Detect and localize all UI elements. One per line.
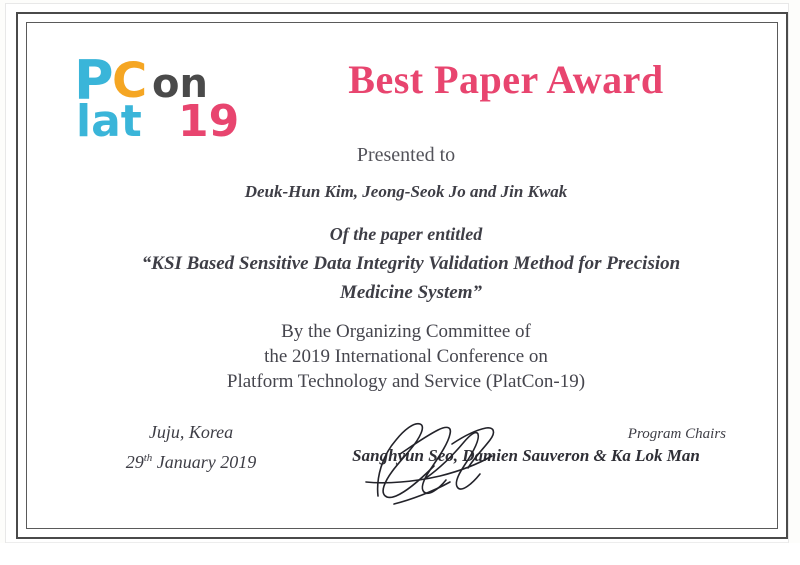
logo-text-19: 19 [178,96,240,147]
award-title: Best Paper Award [348,57,664,102]
paper-title-line-1: “KSI Based Sensitive Data Integrity Validation Method for Precision [141,253,681,274]
paper-title [66,249,756,307]
issuing-body-line-2: the 2019 International Conference on [264,346,548,367]
issuing-body-line-3: Platform Technology and Service (PlatCon-19) [226,371,586,392]
logo-letter-c: C [112,53,148,109]
presented-to-label: Presented to [356,144,456,166]
location-text: Juju, Korea [148,422,234,442]
certificate-scan-area [6,4,788,542]
platcon-logo [74,49,240,148]
issuing-body [66,319,746,394]
recipient-names: Deuk-Hun Kim, Jeong-Seok Jo and Jin Kwak [244,182,568,201]
paper-title-line-2: Medicine System” [340,282,482,303]
page-bottom-margin [0,543,800,565]
program-chairs-names: Sanghyun Seo, Damien Sauveron & Ka Lok Man [352,446,700,465]
logo-text-lat: lat [76,96,142,147]
program-chairs-label: Program Chairs [627,426,726,442]
date-text [81,445,301,475]
issuing-body-line-1: By the Organizing Committee of [281,321,531,342]
date-day: 29 [125,452,144,472]
location-and-date [81,419,301,475]
logo-letter-p: P [74,49,114,112]
date-suffix: th [143,452,153,464]
logo-text-on: on [152,61,208,107]
of-the-paper-entitled-label: Of the paper entitled [329,224,483,244]
date-rest: January 2019 [152,452,257,472]
